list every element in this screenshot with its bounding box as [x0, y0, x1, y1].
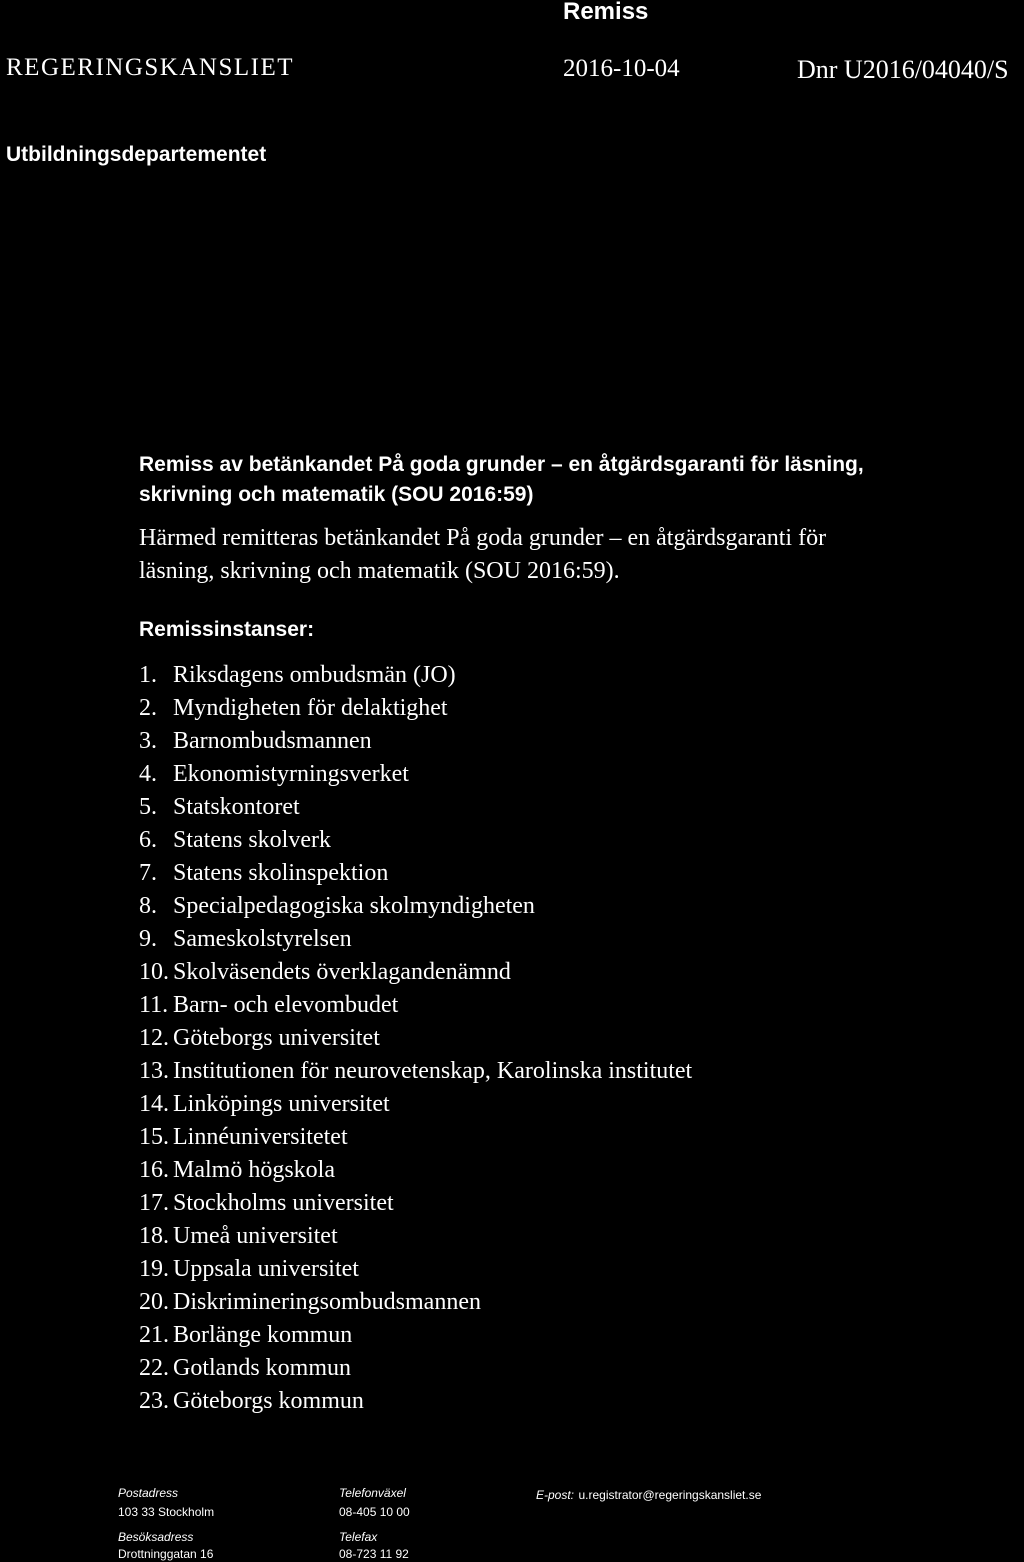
subject-line-1: Remiss av betänkandet På goda grunder – en åtgärdsgaranti för läsning, — [139, 453, 864, 476]
postal-address-label: Postadress — [118, 1486, 179, 1500]
visit-address-value: Drottninggatan 16 — [118, 1547, 214, 1561]
email-contact — [536, 1486, 761, 1504]
list-item: 6. Statens skolverk — [139, 827, 331, 853]
phone-label: Telefonväxel — [339, 1486, 406, 1500]
list-item: 12. Göteborgs universitet — [139, 1025, 380, 1051]
intro-line-1: Härmed remitteras betänkandet På goda grunder – en åtgärdsgaranti för — [139, 525, 827, 551]
list-item: 7. Statens skolinspektion — [139, 860, 389, 886]
list-item: 8. Specialpedagogiska skolmyndigheten — [139, 893, 535, 919]
diary-number: Dnr U2016/04040/S — [797, 55, 1009, 84]
fax-value: 08-723 11 92 — [339, 1547, 409, 1561]
subject-line-2: skrivning och matematik (SOU 2016:59) — [139, 483, 534, 506]
email-value[interactable]: u.registrator@regeringskansliet.se — [578, 1488, 762, 1502]
document-date: 2016-10-04 — [563, 55, 680, 82]
list-item: 2. Myndigheten för delaktighet — [139, 695, 448, 721]
list-item: 17. Stockholms universitet — [139, 1190, 394, 1216]
recipients-list — [139, 659, 692, 1418]
list-item: 9. Sameskolstyrelsen — [139, 926, 352, 952]
email-label: E-post: — [536, 1488, 575, 1502]
list-item: 18. Umeå universitet — [139, 1223, 338, 1249]
list-item: 22. Gotlands kommun — [139, 1355, 351, 1381]
subject-heading — [139, 450, 864, 510]
list-item: 11. Barn- och elevombudet — [139, 992, 399, 1018]
list-item: 14. Linköpings universitet — [139, 1091, 390, 1117]
list-item: 10. Skolväsendets överklagandenämnd — [139, 959, 511, 985]
department-name: Utbildningsdepartementet — [6, 143, 267, 166]
list-item: 5. Statskontoret — [139, 794, 300, 820]
list-item: 21. Borlänge kommun — [139, 1322, 353, 1348]
list-item: 15. Linnéuniversitetet — [139, 1124, 348, 1150]
list-item: 20. Diskrimineringsombudsmannen — [139, 1289, 481, 1315]
organization-name: REGERINGSKANSLIET — [6, 54, 294, 81]
list-item: 16. Malmö högskola — [139, 1157, 335, 1183]
list-item: 19. Uppsala universitet — [139, 1256, 359, 1282]
postal-address-value: 103 33 Stockholm — [118, 1505, 215, 1519]
visit-address-label: Besöksadress — [118, 1530, 194, 1544]
list-item: 1. Riksdagens ombudsmän (JO) — [139, 662, 456, 688]
list-item: 23. Göteborgs kommun — [139, 1388, 364, 1414]
intro-paragraph — [139, 522, 826, 588]
phone-value: 08-405 10 00 — [339, 1505, 410, 1519]
intro-line-2: läsning, skrivning och matematik (SOU 2016:59). — [139, 558, 620, 584]
list-item: 3. Barnombudsmannen — [139, 728, 372, 754]
list-item: 13. Institutionen för neurovetenskap, Karolinska institutet — [139, 1058, 693, 1084]
recipients-heading: Remissinstanser: — [139, 618, 315, 641]
fax-label: Telefax — [339, 1530, 378, 1544]
list-item: 4. Ekonomistyrningsverket — [139, 761, 409, 787]
document-type: Remiss — [563, 0, 649, 25]
